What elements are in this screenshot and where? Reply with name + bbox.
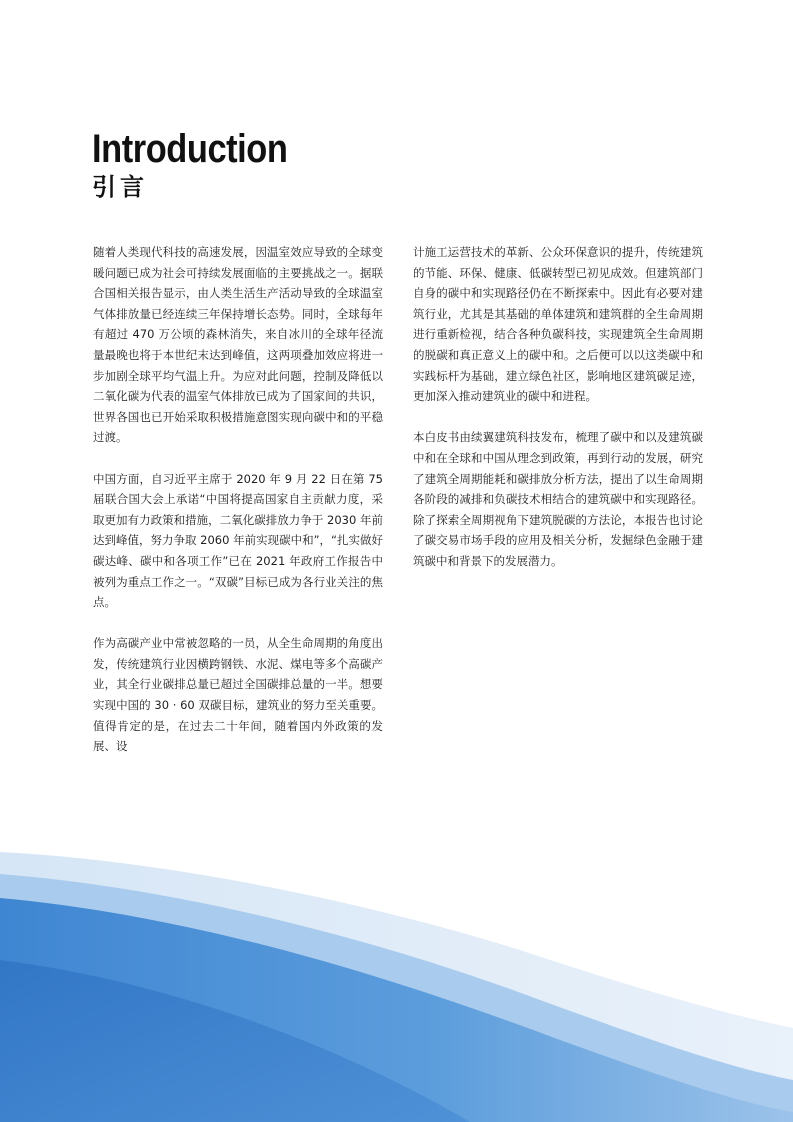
paragraph: 计施工运营技术的革新、公众环保意识的提升，传统建筑的节能、环保、健康、低碳转型已初见成效。但建筑部门自身的碳中和实现路径仍在不断探索中。因此有必要对建筑行业，尤其是其基础的单体建筑和建筑群的全生命周期进行重新检视，结合各种负碳科技，实现建筑全生命周期的脱碳和真正意义上的碳中和。之后便可以以这类碳中和实践标杆为基础，建立绿色社区，影响地区建筑碳足迹，更加深入推动建筑业的碳中和进程。 xyxy=(413,245,703,404)
decorative-wave xyxy=(0,840,793,1122)
page-title-en: Introduction xyxy=(92,127,288,171)
text-column-right xyxy=(413,242,703,592)
paragraph: 随着人类现代科技的高速发展，因温室效应导致的全球变暖问题已成为社会可持续发展面临的主要挑战之一。据联合国相关报告显示，由人类生活生产活动导致的全球温室气体排放量已经连续三年保持增长态势。同时，全球每年有超过 470 万公顷的森林消失，来自冰川的全球年径流量最晚也将于本世纪末达到峰值，这两项叠加效应将进一步加剧全球平均气温上升。为应对此问题，控制及降低以二氧化碳为代表的温室气体排放已成为了国家间的共识，世界各国也已开始采取积极措施意图实现向碳中和的平稳过渡。 xyxy=(93,245,383,445)
page-title-zh: 引言 xyxy=(92,173,148,201)
paragraph: 本白皮书由续翼建筑科技发布，梳理了碳中和以及建筑碳中和在全球和中国从理念到政策，再到行动的发展，研究了建筑全周期能耗和碳排放分析方法，提出了以生命周期各阶段的减排和负碳技术相结合的建筑碳中和实现路径。除了探索全周期视角下建筑脱碳的方法论，本报告也讨论了碳交易市场手段的应用及相关分析，发掘绿色金融于建筑碳中和背景下的发展潜力。 xyxy=(413,430,703,568)
text-column-left xyxy=(93,242,383,777)
paragraph: 作为高碳产业中常被忽略的一员，从全生命周期的角度出发，传统建筑行业因横跨钢铁、水泥、煤电等多个高碳产业，其全行业碳排总量已超过全国碳排总量的一半。想要实现中国的 30 · 60 双碳目标，建筑业的努力至关重要。值得肯定的是，在过去二十年间，随着国内外政策的发展、设 xyxy=(93,636,383,754)
paragraph: 中国方面，自习近平主席于 2020 年 9 月 22 日在第 75 届联合国大会上承诺“中国将提高国家自主贡献力度，采取更加有力政策和措施，二氧化碳排放力争于 2030 年前达到峰值，努力争取 2060 年前实现碳中和”，“扎实做好碳达峰、碳中和各项工作”已在 2021 年政府工作报告中被列为重点工作之一。“双碳”目标已成为各行业关注的焦点。 xyxy=(93,471,383,610)
